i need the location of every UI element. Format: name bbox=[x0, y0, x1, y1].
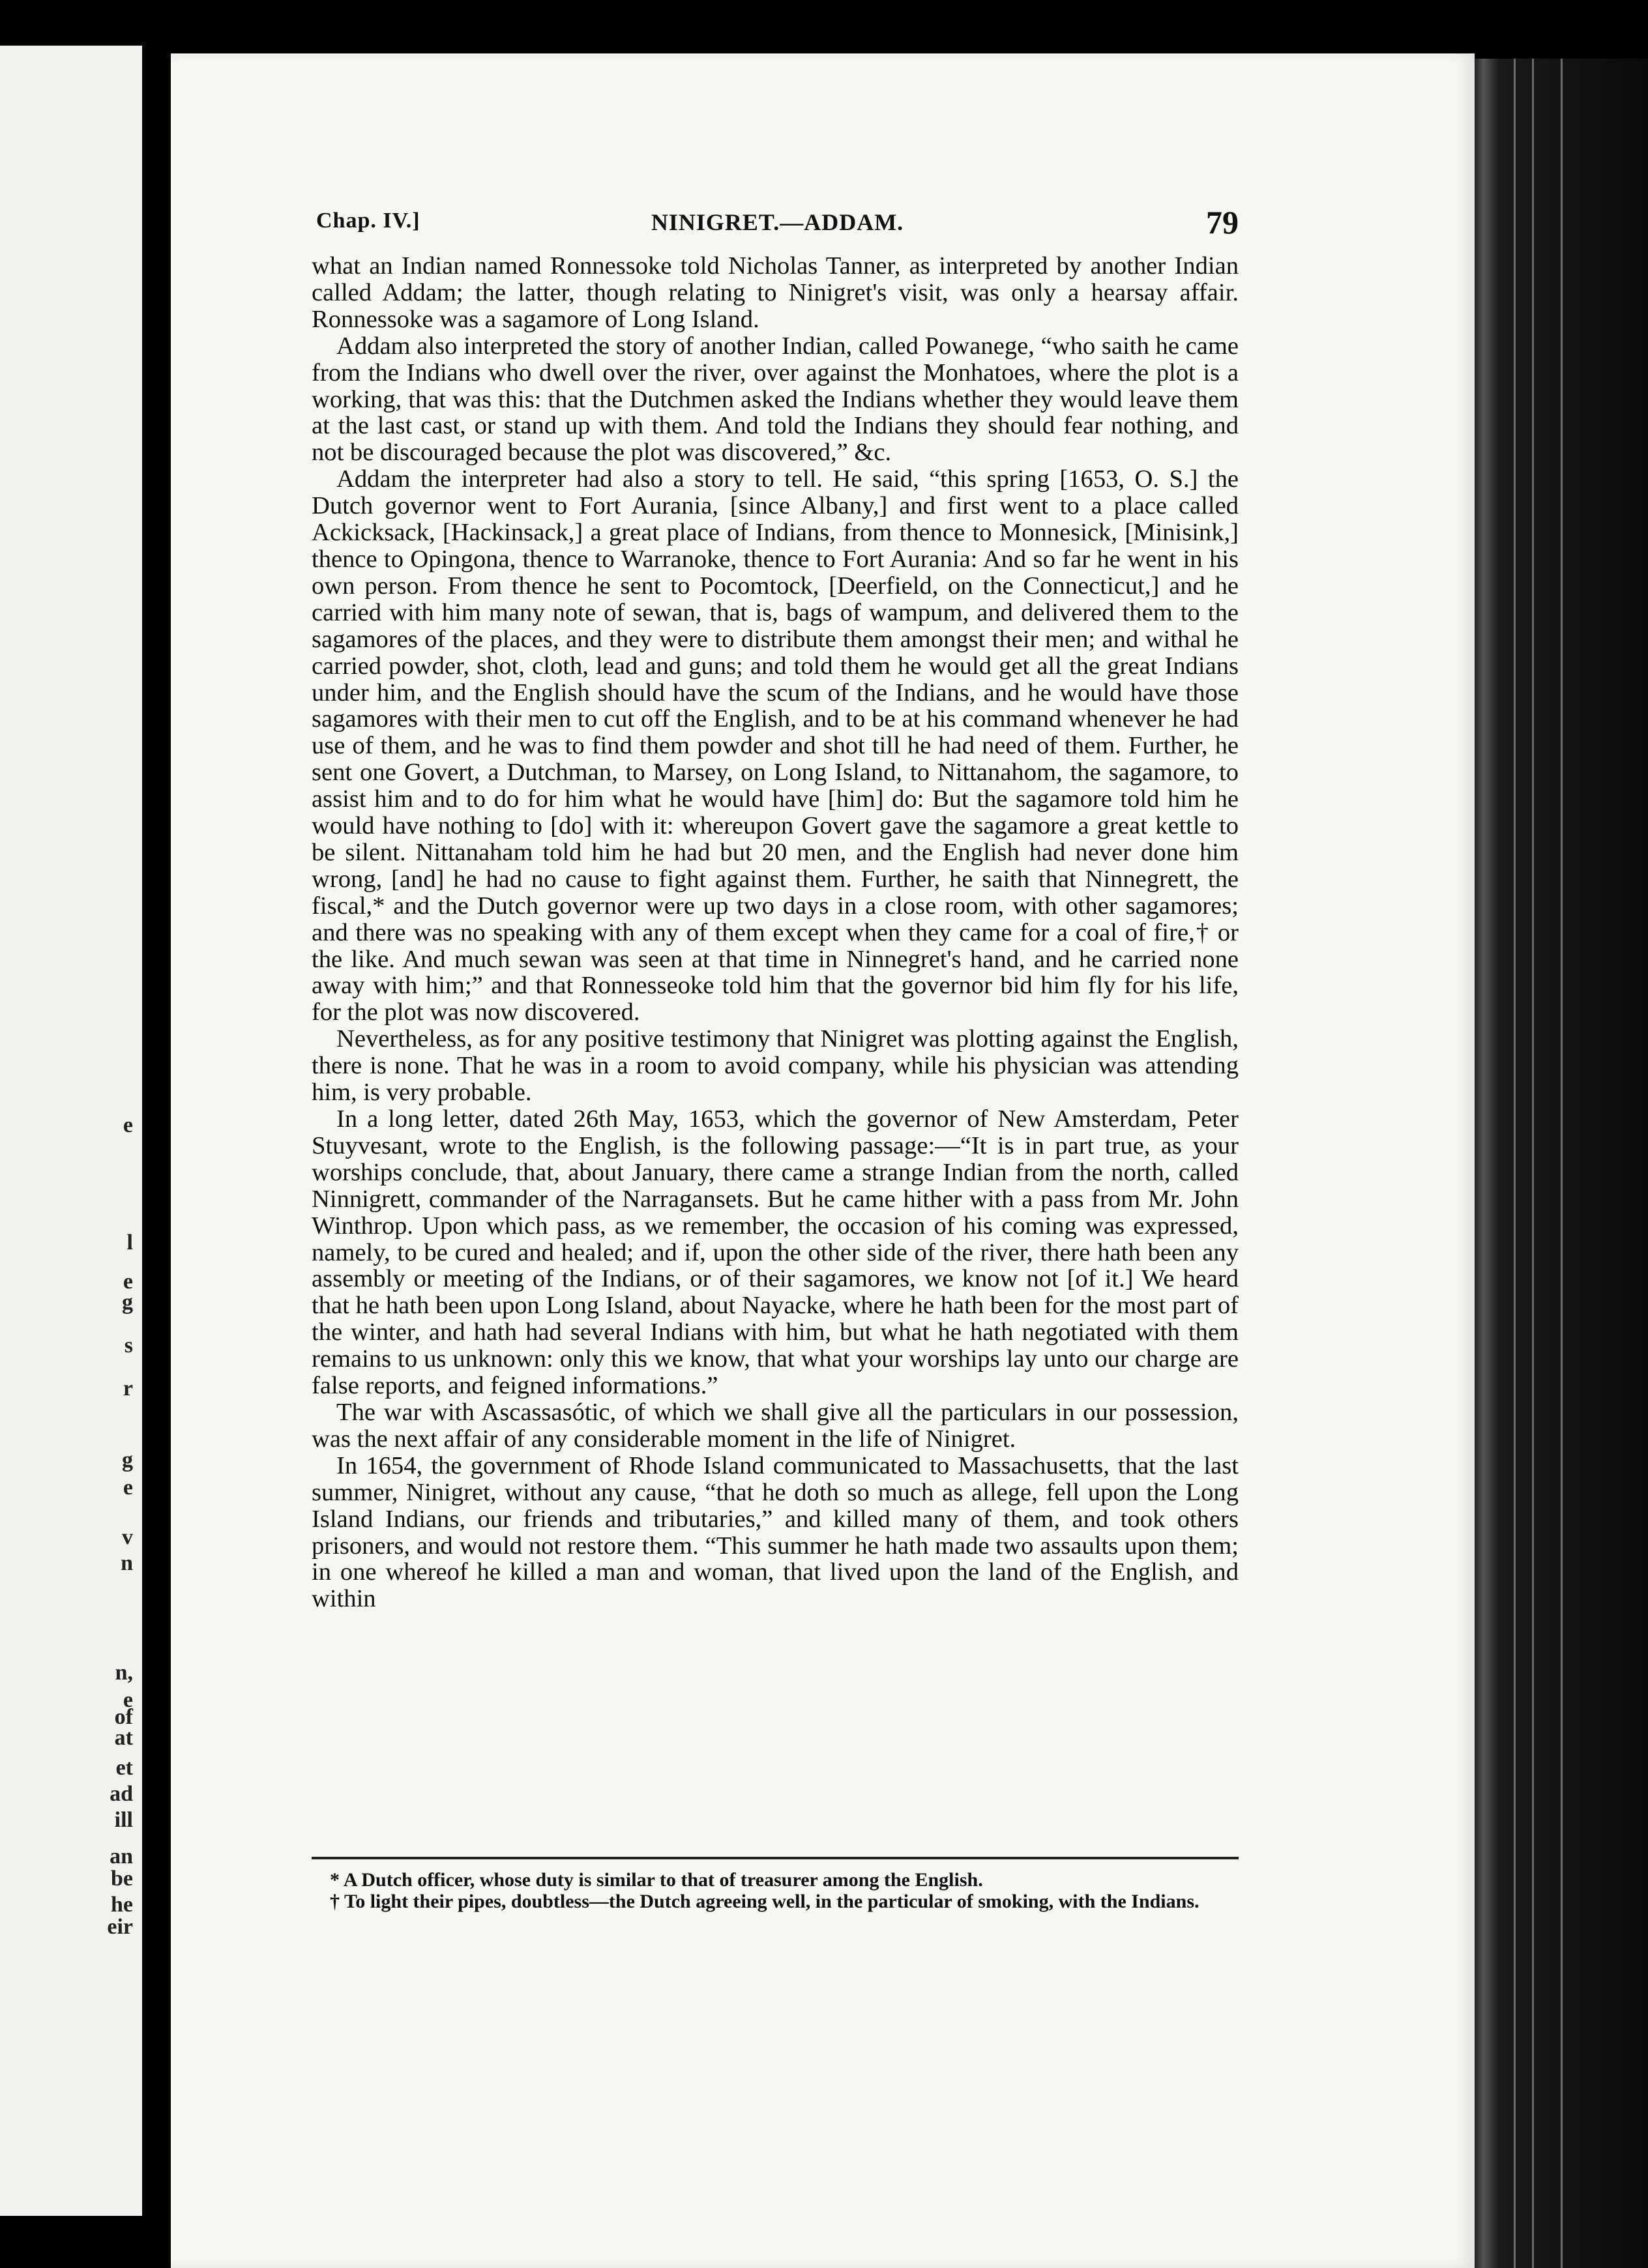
facing-page-fragment: l bbox=[126, 1230, 133, 1255]
body-text bbox=[312, 253, 1239, 1612]
facing-page-fragment: at bbox=[114, 1726, 133, 1750]
facing-page-fragment: e bbox=[123, 1688, 133, 1712]
paragraph: Addam also interpreted the story of another Indian, called Powanege, “who saith he came from the Indians who dwell over the river, over against the Monhatoes, where the plot is a working, that was this: that the Dutchmen asked the Indians whether they would leave them at the last cast, or stand up with them. And told the Indians they should fear nothing, and not be discouraged because the plot was discovered,” &c. bbox=[312, 332, 1239, 467]
facing-page-fragment: of bbox=[114, 1705, 133, 1729]
paragraph: Nevertheless, as for any positive testimony that Ninigret was plotting against the English, there is none. That he was in a room to avoid company, while his physician was attending him, is very probable. bbox=[312, 1025, 1239, 1107]
chapter-label: Chap. IV.] bbox=[316, 209, 420, 233]
facing-page-fragment: eir bbox=[107, 1915, 133, 1939]
facing-page-fragment: ad bbox=[110, 1782, 133, 1806]
facing-page-edge bbox=[0, 46, 142, 2216]
paragraph: In 1654, the government of Rhode Island communicated to Massachusetts, that the last summer, Ninigret, without any cause, “that he doth so much as allege, fell upon the Long Island Indians, our friends and tributaries,” and killed many of them, and took others prisoners, and would not restore them. “This summer he hath made two assaults upon them; in one whereof he killed a man and woman, that lived upon the land of the English, and within bbox=[312, 1451, 1239, 1613]
facing-page-fragment: e bbox=[123, 1476, 133, 1500]
running-head bbox=[316, 203, 1239, 240]
facing-page-fragment: e bbox=[123, 1270, 133, 1294]
footnote-rule bbox=[312, 1857, 1239, 1859]
book-spine-edge bbox=[1475, 59, 1648, 2268]
facing-page-fragment: g bbox=[122, 1290, 133, 1315]
facing-page-fragment: et bbox=[115, 1756, 133, 1780]
paragraph: In a long letter, dated 26th May, 1653, which the governor of New Amsterdam, Peter Stuyvesant, wrote to the English, is the following passage:—“It is in part true, as your worships conclude, that, about January, there came a strange Indian from the north, called Ninnigrett, commander of the Narragansets. But he came hither with a pass from Mr. John Winthrop. Upon which pass, as we remember, the occasion of his coming was expressed, namely, to be cured and healed; and if, upon the other side of the river, there hath been any assembly or meeting of the Indians, or of their sagamores, we know not [of it.] We heard that he hath been upon Long Island, about Nayacke, where he hath been for the most part of the winter, and hath had several Indians with him, but what he hath negotiated with them remains to us unknown: only this we know, that what your worships lay unto our charge are false reports, and feigned informations.” bbox=[312, 1105, 1239, 1400]
paragraph: The war with Ascassasótic, of which we shall give all the particulars in our possession, was the next affair of any considerable moment in the life of Ninigret. bbox=[312, 1398, 1239, 1453]
facing-page-fragment: v bbox=[122, 1525, 133, 1549]
facing-page-fragment: he bbox=[111, 1893, 133, 1917]
footnote: † To light their pipes, doubtless—the Dutch agreeing well, in the particular of smoking, with the Indians. bbox=[330, 1891, 1199, 1912]
facing-page-fragment: s bbox=[124, 1333, 133, 1358]
facing-page-fragment: be bbox=[111, 1867, 133, 1891]
facing-page-fragment: r bbox=[123, 1376, 133, 1401]
page-number: 79 bbox=[1206, 204, 1239, 240]
paragraph: what an Indian named Ronnessoke told Nicholas Tanner, as interpreted by another Indian called Addam; the latter, though relating to Ninigret's visit, was only a hearsay affair. Ronnessoke was a sagamore of Long Island. bbox=[312, 252, 1239, 333]
facing-page-fragment: n bbox=[121, 1551, 133, 1575]
paragraph: Addam the interpreter had also a story to tell. He said, “this spring [1653, O. S.] the Dutch governor went to Fort Aurania, [since Albany,] and first went to a place called Ackicksack, [Hackinsack,] a great place of Indians, from thence to Monnesick, [Minisink,] thence to Opingona, thence to Warranoke, thence to Fort Aurania: And so far he went in his own person. From thence he sent to Pocomtock, [Deerfield, on the Connecticut,] and he carried with him many note of sewan, that is, bags of wampum, and delivered them to the sagamores of the places, and they were to distribute them amongst their men; and withal he carried powder, shot, cloth, lead and guns; and told them he would get all the great Indians under him, and the English should have the scum of the Indians, and he would have those sagamores with their men to cut off the English, and to be at his command whenever he had use of them, and he was to find them powder and shot till he had need of them. Further, he sent one Govert, a Dutchman, to Marsey, on Long Island, to Nittanahom, the sagamore, to assist him and to do for him what he would have [him] do: But the sagamore told him he would have nothing to [do] with it: whereupon Govert gave the sagamore a great kettle to be silent. Nittanaham told him he had but 20 men, and the English had never done him wrong, [and] he had no cause to fight against them. Further, he saith that Ninnegrett, the fiscal,* and the Dutch governor were up two days in a close room, with other sagamores; and there was no speaking with any of them except when they came for a coal of fire,† or the like. And much sewan was seen at that time in Ninnegret's hand, and he carried none away with him;” and that Ronnesseoke told him that the governor bid him fly for his life, for the plot was now discovered. bbox=[312, 465, 1239, 1026]
facing-page-fragment: g bbox=[122, 1448, 133, 1472]
facing-page-fragment: e bbox=[123, 1113, 133, 1137]
facing-page-fragment: n, bbox=[115, 1661, 133, 1685]
footnotes bbox=[312, 1869, 1239, 1912]
footnote: * A Dutch officer, whose duty is similar to that of treasurer among the English. bbox=[330, 1869, 983, 1891]
running-title: NINIGRET.—ADDAM. bbox=[651, 209, 904, 235]
facing-page-fragment: an bbox=[110, 1844, 133, 1868]
facing-page-fragment: ill bbox=[114, 1808, 133, 1832]
